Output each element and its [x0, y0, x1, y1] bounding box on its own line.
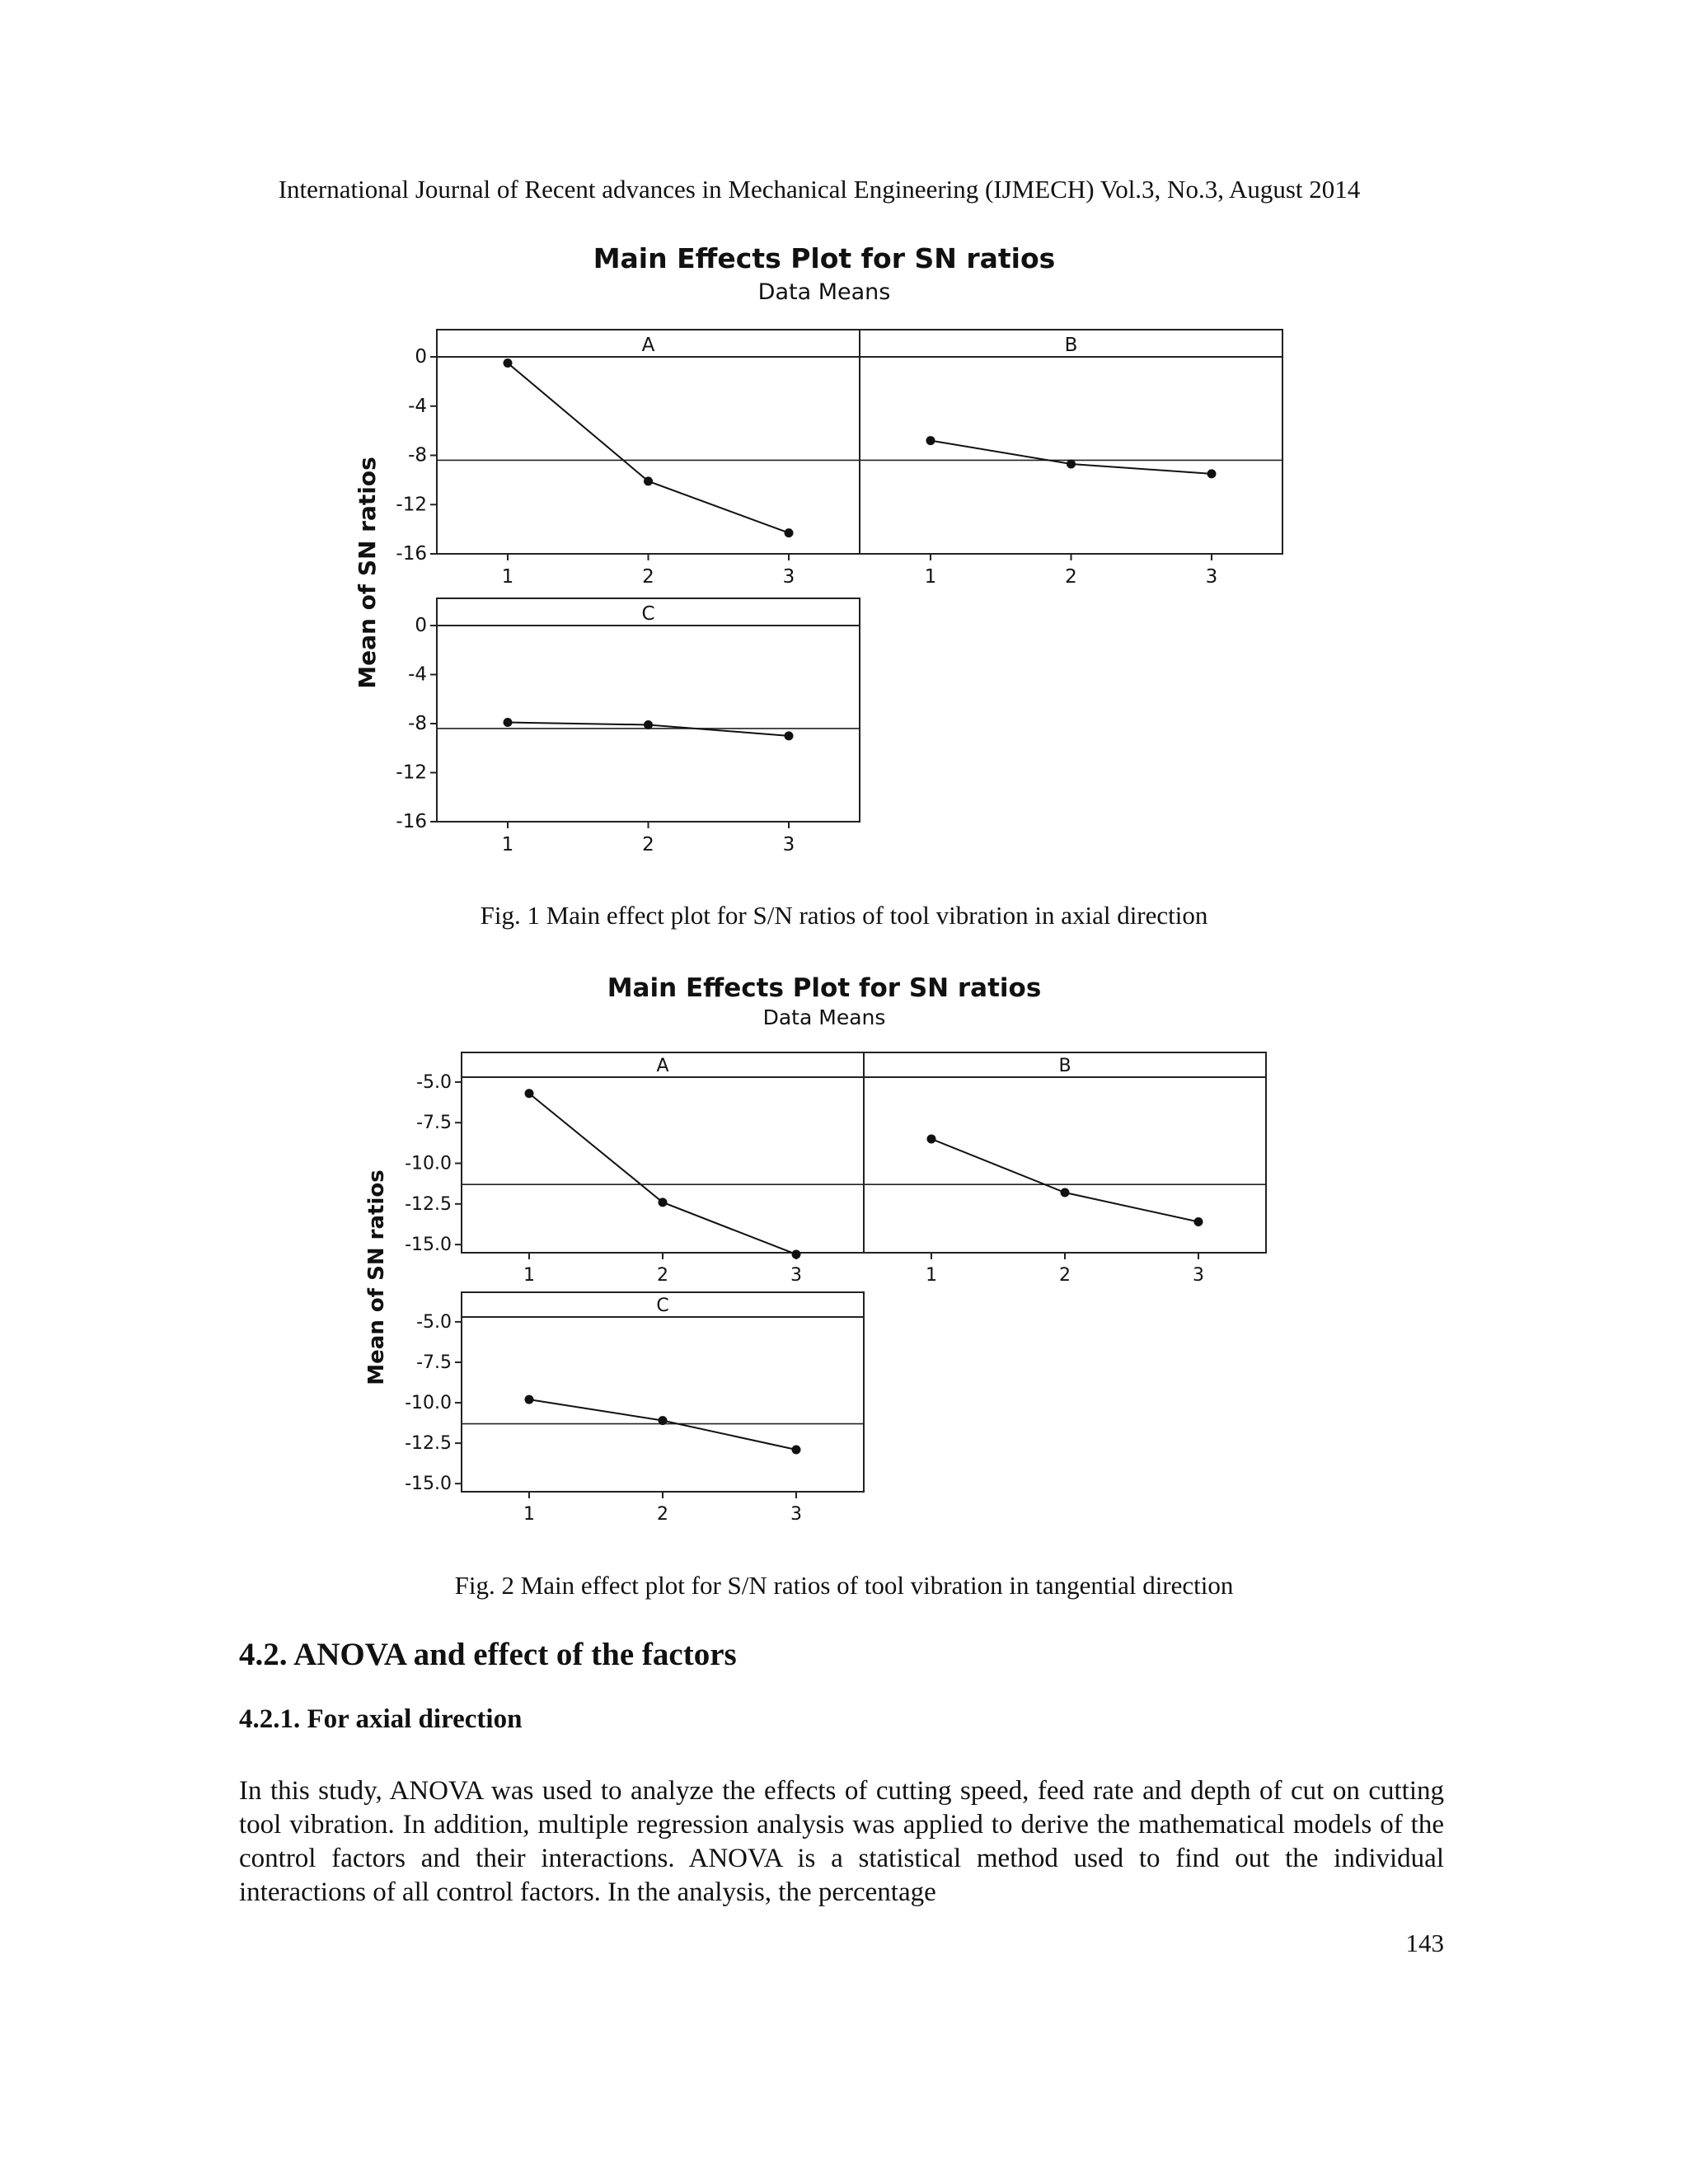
y-tick-label: 0	[415, 615, 427, 636]
x-tick-label: 2	[1065, 566, 1077, 588]
data-point-A-3	[792, 1249, 801, 1258]
chart-title: Main Effects Plot for SN ratios	[607, 973, 1042, 1003]
chart-title: Main Effects Plot for SN ratios	[593, 242, 1056, 274]
subsection-title: 4.2.1. For axial direction	[239, 1704, 523, 1734]
journal-header: International Journal of Recent advances in Mechanical Engineering (IJMECH) Vol.3, No.3, August 2014	[278, 175, 1361, 204]
x-tick-label: 1	[926, 1265, 937, 1286]
data-point-B-2	[1061, 1188, 1070, 1197]
y-tick-label: -7.5	[416, 1352, 452, 1373]
y-tick-label: -8	[408, 713, 427, 734]
data-point-C-2	[659, 1416, 668, 1425]
data-point-A-2	[659, 1197, 668, 1207]
x-tick-label: 2	[657, 1265, 668, 1286]
x-tick-label: 1	[501, 834, 514, 855]
y-tick-label: -15.0	[405, 1474, 452, 1495]
panel-label-B: B	[1058, 1056, 1071, 1076]
y-axis-label: Mean of SN ratios	[364, 1169, 389, 1385]
body-paragraph: In this study, ANOVA was used to analyze the effects of cutting speed, feed rate and depth of cut on cutting tool vibration. In addition, multiple regression analysis was applied to derive the mathematical models of the control factors and their interactions. ANOVA is a statistical method used to find out the individual interactions of all control factors. In the analysis, the percentage	[239, 1776, 1444, 1907]
x-tick-label: 3	[782, 834, 795, 855]
x-tick-label: 2	[657, 1504, 668, 1525]
panel-label-C: C	[656, 1296, 669, 1316]
chart-subtitle: Data Means	[762, 1005, 886, 1029]
x-tick-label: 3	[782, 566, 795, 588]
y-tick-label: -8	[408, 444, 427, 466]
x-tick-label: 1	[924, 566, 937, 588]
y-tick-label: -10.0	[405, 1153, 452, 1174]
section-title: 4.2. ANOVA and effect of the factors	[239, 1637, 737, 1672]
x-tick-label: 2	[1059, 1265, 1071, 1286]
y-tick-label: -4	[408, 395, 427, 417]
data-point-C-1	[525, 1395, 534, 1404]
x-tick-label: 2	[642, 834, 654, 855]
x-tick-label: 3	[1205, 566, 1218, 588]
data-point-C-3	[792, 1445, 801, 1454]
y-axis-label: Mean of SN ratios	[354, 457, 381, 689]
panel-label-B: B	[1064, 335, 1078, 356]
y-tick-label: -4	[408, 663, 427, 686]
series-line-A	[529, 1094, 796, 1254]
x-tick-label: 1	[523, 1265, 535, 1286]
y-tick-label: -16	[396, 543, 427, 565]
y-tick-label: -5.0	[416, 1311, 452, 1333]
x-tick-label: 3	[790, 1265, 802, 1286]
y-tick-label: -12	[396, 494, 427, 516]
y-tick-label: -10.0	[405, 1393, 452, 1414]
figure-1-caption: Fig. 1 Main effect plot for S/N ratios of tool vibration in axial direction	[480, 901, 1208, 930]
y-tick-label: -12.5	[405, 1193, 452, 1215]
y-tick-label: -12	[396, 762, 427, 784]
y-tick-label: -7.5	[416, 1113, 452, 1134]
y-tick-label: -12.5	[405, 1433, 452, 1455]
y-tick-label: -16	[396, 811, 427, 832]
y-tick-label: -5.0	[416, 1071, 452, 1093]
series-line-B	[931, 1139, 1198, 1222]
panel-frame-B	[864, 1052, 1266, 1253]
x-tick-label: 2	[642, 566, 654, 588]
data-point-B-3	[1194, 1217, 1203, 1226]
figure-2-caption: Fig. 2 Main effect plot for S/N ratios of tool vibration in tangential direction	[454, 1571, 1234, 1600]
page-number: 143	[1405, 1929, 1444, 1957]
x-tick-label: 3	[790, 1504, 802, 1525]
x-tick-label: 1	[523, 1504, 535, 1525]
data-point-A-1	[525, 1089, 534, 1098]
x-tick-label: 3	[1193, 1265, 1204, 1286]
panel-frame-A	[462, 1052, 864, 1253]
x-tick-label: 1	[501, 566, 514, 588]
y-tick-label: -15.0	[405, 1235, 452, 1256]
panel-label-C: C	[641, 603, 655, 625]
panel-label-A: A	[656, 1056, 669, 1076]
data-point-B-1	[927, 1134, 936, 1143]
chart-subtitle: Data Means	[757, 279, 891, 305]
panel-frame-C	[462, 1292, 864, 1492]
y-tick-label: 0	[415, 346, 427, 368]
panel-label-A: A	[641, 335, 655, 356]
